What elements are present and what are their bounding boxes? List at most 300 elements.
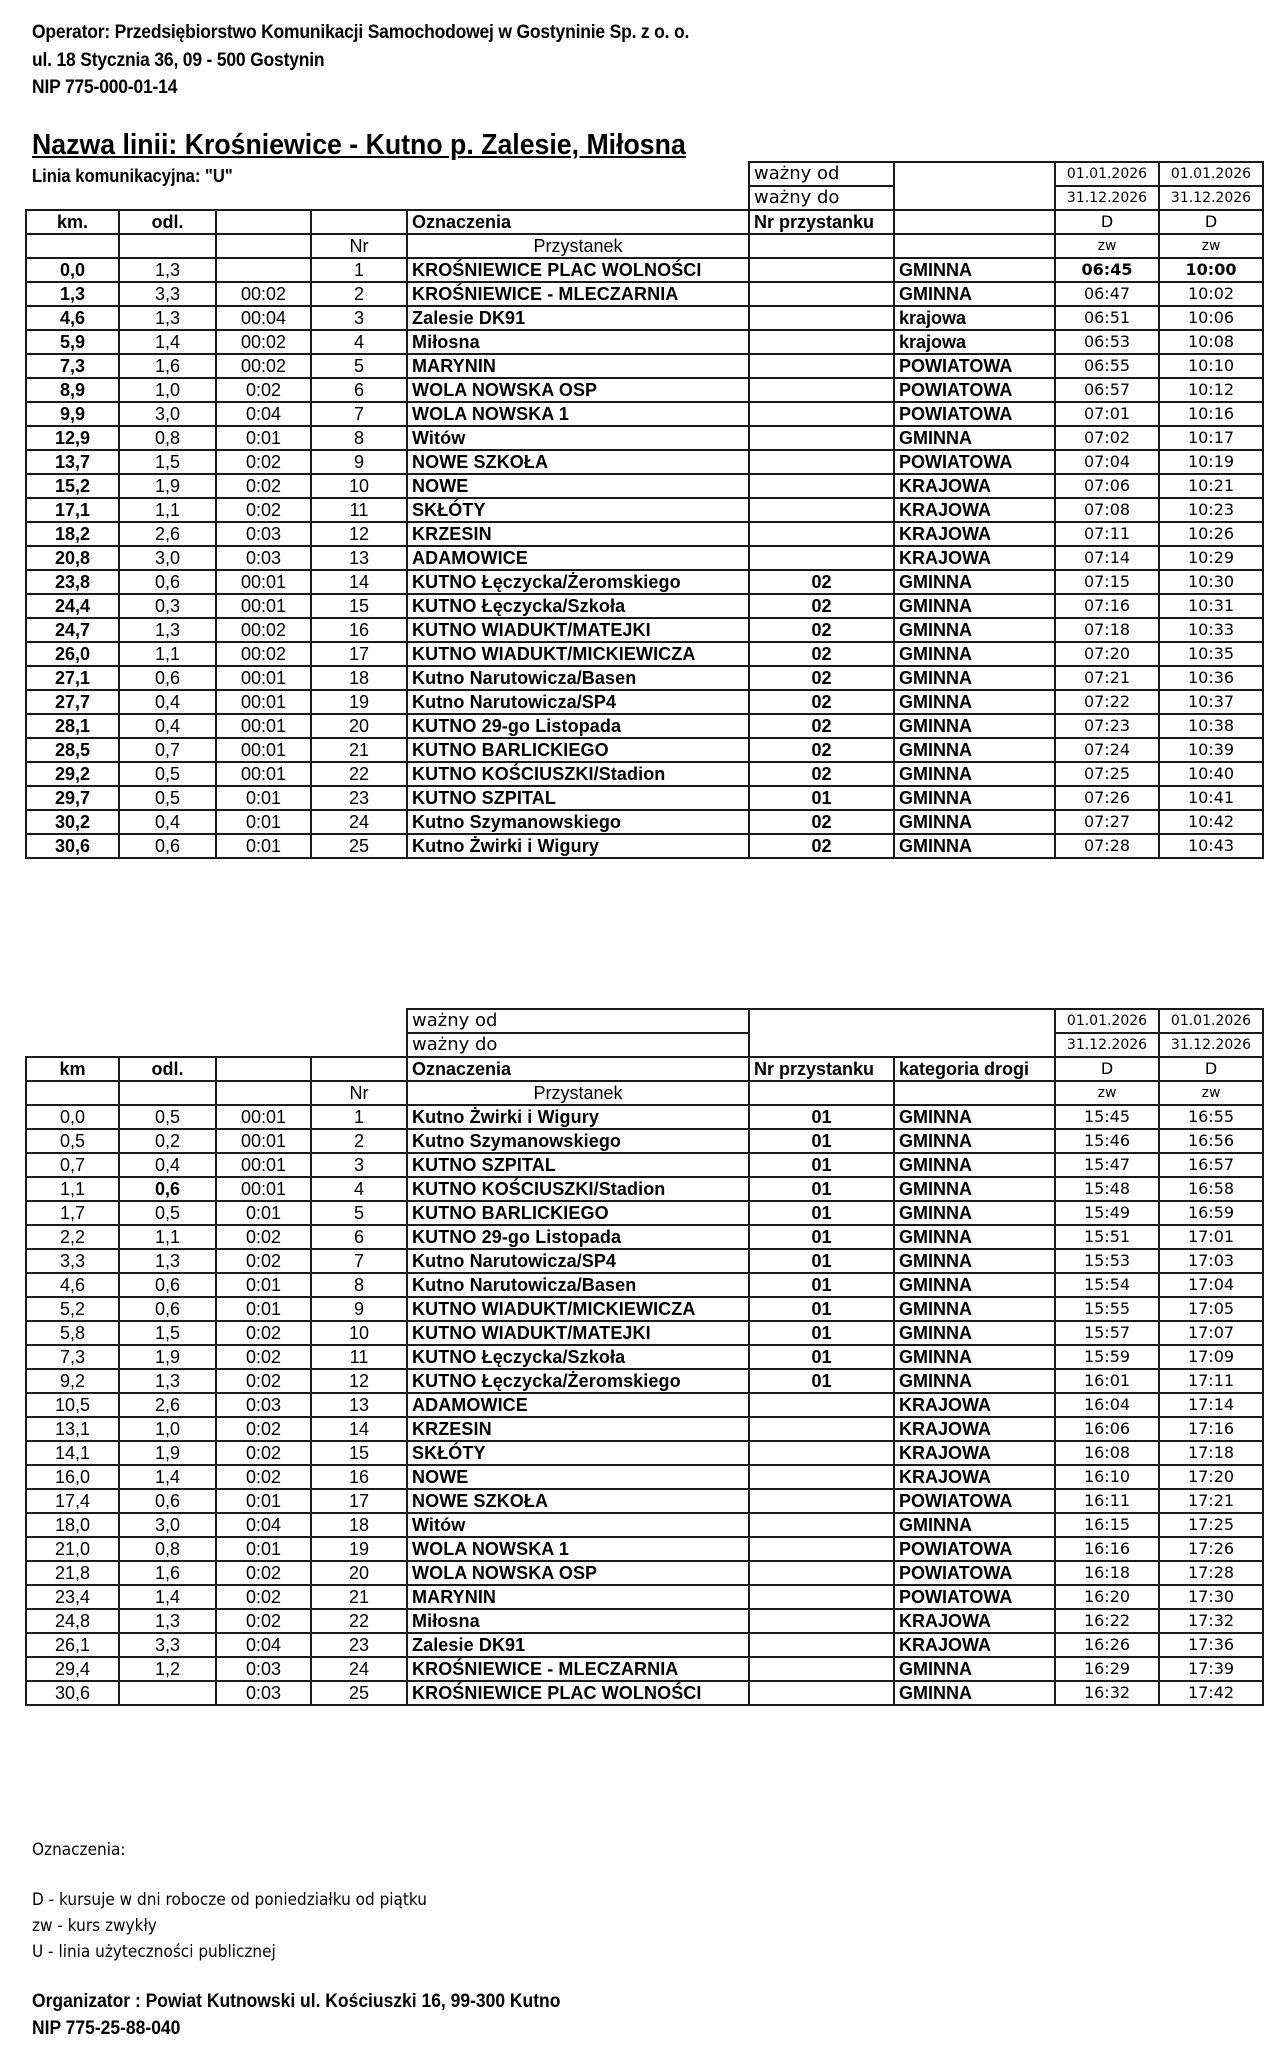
stop-name-cell: KROŚNIEWICE PLAC WOLNOŚCI — [407, 258, 749, 282]
km-cell: 0,0 — [26, 258, 119, 282]
km-cell: 4,6 — [26, 1273, 119, 1297]
col-header-przystanek-2: Przystanek — [407, 1081, 749, 1105]
timetable-outbound-rows — [26, 258, 1263, 858]
km-cell: 1,3 — [26, 282, 119, 306]
stop-platform-cell: 02 — [749, 762, 894, 786]
stop-number-cell: 1 — [311, 1105, 407, 1129]
table-row — [26, 1417, 1263, 1441]
col-header-nr-2: Nr — [311, 1081, 407, 1105]
departure-time-cell: 10:35 — [1159, 642, 1263, 666]
departure-time-cell: 10:10 — [1159, 354, 1263, 378]
departure-time-cell: 15:55 — [1055, 1297, 1159, 1321]
distance-cell: 0,3 — [119, 594, 216, 618]
table-row — [26, 690, 1263, 714]
km-cell: 2,2 — [26, 1225, 119, 1249]
distance-cell: 1,1 — [119, 1225, 216, 1249]
km-cell: 1,1 — [26, 1177, 119, 1201]
table-row — [26, 1681, 1263, 1705]
road-category-cell: POWIATOWA — [894, 1489, 1055, 1513]
stop-number-cell: 22 — [311, 762, 407, 786]
travel-time-cell: 0:01 — [216, 1489, 311, 1513]
table-row — [26, 594, 1263, 618]
stop-number-cell: 21 — [311, 738, 407, 762]
travel-time-cell: 0:02 — [216, 498, 311, 522]
operator-address: ul. 18 Stycznia 36, 09 - 500 Gostynin — [32, 50, 325, 71]
stop-name-cell: KUTNO Łęczycka/Szkoła — [407, 594, 749, 618]
table-row — [26, 1249, 1263, 1273]
road-category-cell: GMINNA — [894, 1345, 1055, 1369]
stop-platform-cell: 01 — [749, 1345, 894, 1369]
km-cell: 24,8 — [26, 1609, 119, 1633]
stop-platform-cell — [749, 522, 894, 546]
stop-name-cell: KUTNO BARLICKIEGO — [407, 738, 749, 762]
distance-cell: 0,5 — [119, 762, 216, 786]
stop-name-cell: Kutno Żwirki i Wigury — [407, 834, 749, 858]
road-category-cell: GMINNA — [894, 1153, 1055, 1177]
col-header-oznaczenia: Oznaczenia — [407, 210, 749, 234]
stop-number-cell: 5 — [311, 1201, 407, 1225]
stop-number-cell: 23 — [311, 1633, 407, 1657]
stop-platform-cell — [749, 330, 894, 354]
km-cell: 0,7 — [26, 1153, 119, 1177]
departure-time-cell: 07:08 — [1055, 498, 1159, 522]
departure-time-cell: 07:14 — [1055, 546, 1159, 570]
stop-number-cell: 12 — [311, 1369, 407, 1393]
travel-time-cell: 00:04 — [216, 306, 311, 330]
stop-platform-cell — [749, 1657, 894, 1681]
distance-cell: 1,1 — [119, 642, 216, 666]
col-header-odl-2: odl. — [119, 1057, 216, 1081]
departure-time-cell: 10:41 — [1159, 786, 1263, 810]
km-cell: 28,1 — [26, 714, 119, 738]
distance-cell: 2,6 — [119, 522, 216, 546]
table-row — [26, 498, 1263, 522]
departure-time-cell: 07:20 — [1055, 642, 1159, 666]
stop-platform-cell: 02 — [749, 810, 894, 834]
departure-time-cell: 16:11 — [1055, 1489, 1159, 1513]
road-category-cell: GMINNA — [894, 1297, 1055, 1321]
stop-number-cell: 22 — [311, 1609, 407, 1633]
stop-platform-cell: 01 — [749, 1201, 894, 1225]
departure-time-cell: 07:18 — [1055, 618, 1159, 642]
table-row — [26, 1657, 1263, 1681]
travel-time-cell: 0:01 — [216, 786, 311, 810]
stop-number-cell: 3 — [311, 306, 407, 330]
km-cell: 23,4 — [26, 1585, 119, 1609]
departure-time-cell: 16:59 — [1159, 1201, 1263, 1225]
table-row — [26, 570, 1263, 594]
travel-time-cell: 00:01 — [216, 594, 311, 618]
km-cell: 20,8 — [26, 546, 119, 570]
departure-time-cell: 07:15 — [1055, 570, 1159, 594]
stop-name-cell: Kutno Narutowicza/Basen — [407, 1273, 749, 1297]
stop-name-cell: NOWE SZKOŁA — [407, 450, 749, 474]
stop-platform-cell: 01 — [749, 1153, 894, 1177]
table-row — [26, 1129, 1263, 1153]
travel-time-cell: 0:02 — [216, 1561, 311, 1585]
stop-platform-cell: 02 — [749, 570, 894, 594]
road-category-cell: GMINNA — [894, 1681, 1055, 1705]
travel-time-cell: 00:02 — [216, 354, 311, 378]
travel-time-cell: 00:02 — [216, 330, 311, 354]
stop-name-cell: ADAMOWICE — [407, 546, 749, 570]
valid-from-date-2-2: 01.01.2026 — [1159, 1009, 1263, 1033]
line-type: Linia komunikacyjna: "U" — [32, 166, 233, 186]
travel-time-cell: 00:01 — [216, 1177, 311, 1201]
road-category-cell: GMINNA — [894, 714, 1055, 738]
stop-number-cell: 14 — [311, 1417, 407, 1441]
stop-number-cell: 23 — [311, 786, 407, 810]
stop-name-cell: Kutno Narutowicza/Basen — [407, 666, 749, 690]
stop-name-cell: KRZESIN — [407, 522, 749, 546]
stop-name-cell: MARYNIN — [407, 354, 749, 378]
departure-time-cell: 15:49 — [1055, 1201, 1159, 1225]
stop-platform-cell — [749, 258, 894, 282]
table-row — [26, 714, 1263, 738]
travel-time-cell: 0:02 — [216, 378, 311, 402]
road-category-cell: GMINNA — [894, 738, 1055, 762]
stop-number-cell: 10 — [311, 1321, 407, 1345]
road-category-cell: KRAJOWA — [894, 1633, 1055, 1657]
km-cell: 29,4 — [26, 1657, 119, 1681]
stop-platform-cell: 01 — [749, 786, 894, 810]
table-row — [26, 1225, 1263, 1249]
departure-time-cell: 10:12 — [1159, 378, 1263, 402]
departure-time-cell: 07:04 — [1055, 450, 1159, 474]
road-category-cell: GMINNA — [894, 1129, 1055, 1153]
stop-platform-cell: 02 — [749, 594, 894, 618]
stop-name-cell: Miłosna — [407, 1609, 749, 1633]
stop-number-cell: 17 — [311, 642, 407, 666]
departure-time-cell: 17:39 — [1159, 1657, 1263, 1681]
distance-cell: 1,5 — [119, 1321, 216, 1345]
travel-time-cell: 00:01 — [216, 666, 311, 690]
departure-time-cell: 10:00 — [1159, 258, 1263, 282]
road-category-cell: GMINNA — [894, 570, 1055, 594]
travel-time-cell: 0:04 — [216, 1633, 311, 1657]
departure-time-cell: 10:40 — [1159, 762, 1263, 786]
km-cell: 18,0 — [26, 1513, 119, 1537]
km-cell: 30,6 — [26, 834, 119, 858]
col-header-day-1: D — [1055, 210, 1159, 234]
departure-time-cell: 17:30 — [1159, 1585, 1263, 1609]
departure-time-cell: 16:08 — [1055, 1441, 1159, 1465]
stop-platform-cell — [749, 1585, 894, 1609]
travel-time-cell: 00:01 — [216, 762, 311, 786]
km-cell: 3,3 — [26, 1249, 119, 1273]
travel-time-cell: 00:01 — [216, 714, 311, 738]
table-row — [26, 618, 1263, 642]
table-row — [26, 258, 1263, 282]
departure-time-cell: 16:55 — [1159, 1105, 1263, 1129]
travel-time-cell: 00:01 — [216, 1129, 311, 1153]
departure-time-cell: 17:21 — [1159, 1489, 1263, 1513]
col-header-km-2: km — [26, 1057, 119, 1081]
timetable-return — [25, 1008, 1264, 1706]
departure-time-cell: 06:45 — [1055, 258, 1159, 282]
departure-time-cell: 10:37 — [1159, 690, 1263, 714]
distance-cell: 0,4 — [119, 714, 216, 738]
travel-time-cell: 0:01 — [216, 834, 311, 858]
stop-name-cell: SKŁÓTY — [407, 1441, 749, 1465]
distance-cell: 0,6 — [119, 1273, 216, 1297]
road-category-cell: GMINNA — [894, 834, 1055, 858]
travel-time-cell: 0:02 — [216, 474, 311, 498]
departure-time-cell: 07:26 — [1055, 786, 1159, 810]
stop-name-cell: Kutno Narutowicza/SP4 — [407, 690, 749, 714]
stop-name-cell: Zalesie DK91 — [407, 1633, 749, 1657]
departure-time-cell: 16:58 — [1159, 1177, 1263, 1201]
km-cell: 29,2 — [26, 762, 119, 786]
stop-number-cell: 10 — [311, 474, 407, 498]
col-header-nr-przystanku-2: Nr przystanku — [749, 1057, 894, 1081]
departure-time-cell: 16:26 — [1055, 1633, 1159, 1657]
travel-time-cell: 00:02 — [216, 642, 311, 666]
valid-from-date-2-1: 01.01.2026 — [1055, 1009, 1159, 1033]
stop-platform-cell: 01 — [749, 1129, 894, 1153]
stop-platform-cell: 01 — [749, 1177, 894, 1201]
distance-cell: 1,6 — [119, 354, 216, 378]
travel-time-cell: 00:01 — [216, 738, 311, 762]
road-category-cell: KRAJOWA — [894, 498, 1055, 522]
stop-name-cell: KUTNO KOŚCIUSZKI/Stadion — [407, 1177, 749, 1201]
km-cell: 5,8 — [26, 1321, 119, 1345]
departure-time-cell: 10:02 — [1159, 282, 1263, 306]
departure-time-cell: 07:22 — [1055, 690, 1159, 714]
departure-time-cell: 16:56 — [1159, 1129, 1263, 1153]
stop-name-cell: KUTNO Łęczycka/Żeromskiego — [407, 570, 749, 594]
stop-name-cell: Zalesie DK91 — [407, 306, 749, 330]
stop-number-cell: 2 — [311, 282, 407, 306]
table-row — [26, 642, 1263, 666]
stop-number-cell: 13 — [311, 546, 407, 570]
road-category-cell: POWIATOWA — [894, 402, 1055, 426]
distance-cell: 0,5 — [119, 1201, 216, 1225]
stop-platform-cell — [749, 450, 894, 474]
km-cell: 30,2 — [26, 810, 119, 834]
travel-time-cell: 0:02 — [216, 1465, 311, 1489]
stop-name-cell: KROŚNIEWICE PLAC WOLNOŚCI — [407, 1681, 749, 1705]
stop-number-cell: 24 — [311, 810, 407, 834]
road-category-cell: KRAJOWA — [894, 546, 1055, 570]
stop-number-cell: 4 — [311, 1177, 407, 1201]
table-row — [26, 546, 1263, 570]
km-cell: 0,0 — [26, 1105, 119, 1129]
distance-cell: 0,5 — [119, 1105, 216, 1129]
departure-time-cell: 10:26 — [1159, 522, 1263, 546]
stop-number-cell: 24 — [311, 1657, 407, 1681]
road-category-cell: GMINNA — [894, 1513, 1055, 1537]
distance-cell: 0,7 — [119, 738, 216, 762]
stop-name-cell: WOLA NOWSKA 1 — [407, 1537, 749, 1561]
departure-time-cell: 17:20 — [1159, 1465, 1263, 1489]
departure-time-cell: 15:53 — [1055, 1249, 1159, 1273]
travel-time-cell: 0:02 — [216, 1225, 311, 1249]
col-header-kind-2: zw — [1159, 234, 1263, 258]
stop-platform-cell — [749, 1633, 894, 1657]
departure-time-cell: 17:07 — [1159, 1321, 1263, 1345]
stop-platform-cell: 01 — [749, 1321, 894, 1345]
table-row — [26, 1561, 1263, 1585]
departure-time-cell: 07:06 — [1055, 474, 1159, 498]
road-category-cell: KRAJOWA — [894, 474, 1055, 498]
km-cell: 0,5 — [26, 1129, 119, 1153]
km-cell: 21,0 — [26, 1537, 119, 1561]
road-category-cell: GMINNA — [894, 762, 1055, 786]
road-category-cell: POWIATOWA — [894, 378, 1055, 402]
road-category-cell: GMINNA — [894, 786, 1055, 810]
stop-platform-cell: 02 — [749, 618, 894, 642]
stop-platform-cell — [749, 378, 894, 402]
col-header-kind-1: zw — [1055, 234, 1159, 258]
table-row — [26, 1513, 1263, 1537]
departure-time-cell: 17:16 — [1159, 1417, 1263, 1441]
stop-number-cell: 15 — [311, 594, 407, 618]
travel-time-cell: 00:01 — [216, 690, 311, 714]
stop-name-cell: Miłosna — [407, 330, 749, 354]
stop-number-cell: 12 — [311, 522, 407, 546]
km-cell: 7,3 — [26, 1345, 119, 1369]
departure-time-cell: 17:28 — [1159, 1561, 1263, 1585]
km-cell: 24,4 — [26, 594, 119, 618]
departure-time-cell: 16:10 — [1055, 1465, 1159, 1489]
stop-platform-cell — [749, 498, 894, 522]
departure-time-cell: 10:17 — [1159, 426, 1263, 450]
departure-time-cell: 10:31 — [1159, 594, 1263, 618]
distance-cell: 3,0 — [119, 546, 216, 570]
road-category-cell: GMINNA — [894, 258, 1055, 282]
travel-time-cell: 0:03 — [216, 1393, 311, 1417]
table-row — [26, 834, 1263, 858]
table-row — [26, 282, 1263, 306]
table-row — [26, 378, 1263, 402]
stop-name-cell: KUTNO WIADUKT/MICKIEWICZA — [407, 1297, 749, 1321]
stop-number-cell: 18 — [311, 666, 407, 690]
col-header-oznaczenia-2: Oznaczenia — [407, 1057, 749, 1081]
stop-name-cell: KUTNO BARLICKIEGO — [407, 1201, 749, 1225]
col-header-nr-przystanku: Nr przystanku — [749, 210, 894, 234]
departure-time-cell: 10:21 — [1159, 474, 1263, 498]
organizer-nip: NIP 775-25-88-040 — [32, 2018, 181, 2039]
road-category-cell: POWIATOWA — [894, 354, 1055, 378]
departure-time-cell: 17:04 — [1159, 1273, 1263, 1297]
stop-number-cell: 13 — [311, 1393, 407, 1417]
table-row — [26, 666, 1263, 690]
km-cell: 1,7 — [26, 1201, 119, 1225]
stop-platform-cell — [749, 1537, 894, 1561]
stop-name-cell: KUTNO Łęczycka/Szkoła — [407, 1345, 749, 1369]
road-category-cell: GMINNA — [894, 1273, 1055, 1297]
travel-time-cell: 0:02 — [216, 1249, 311, 1273]
distance-cell: 3,3 — [119, 1633, 216, 1657]
stop-number-cell: 1 — [311, 258, 407, 282]
km-cell: 18,2 — [26, 522, 119, 546]
stop-name-cell: KUTNO WIADUKT/MATEJKI — [407, 1321, 749, 1345]
stop-platform-cell: 01 — [749, 1297, 894, 1321]
road-category-cell: KRAJOWA — [894, 1393, 1055, 1417]
col-header-km: km. — [26, 210, 119, 234]
col-header-day-2: D — [1159, 210, 1263, 234]
table-row — [26, 522, 1263, 546]
table-row — [26, 1441, 1263, 1465]
departure-time-cell: 16:15 — [1055, 1513, 1159, 1537]
travel-time-cell: 0:02 — [216, 1345, 311, 1369]
distance-cell: 1,4 — [119, 1585, 216, 1609]
road-category-cell: KRAJOWA — [894, 1465, 1055, 1489]
departure-time-cell: 17:18 — [1159, 1441, 1263, 1465]
stop-name-cell: Kutno Szymanowskiego — [407, 1129, 749, 1153]
road-category-cell: KRAJOWA — [894, 1417, 1055, 1441]
stop-platform-cell: 02 — [749, 642, 894, 666]
stop-name-cell: WOLA NOWSKA OSP — [407, 1561, 749, 1585]
stop-platform-cell — [749, 1465, 894, 1489]
stop-number-cell: 5 — [311, 354, 407, 378]
stop-platform-cell — [749, 1489, 894, 1513]
stop-number-cell: 19 — [311, 1537, 407, 1561]
valid-to-label-2: ważny do — [407, 1033, 749, 1057]
stop-platform-cell — [749, 1609, 894, 1633]
distance-cell: 1,4 — [119, 330, 216, 354]
km-cell: 5,9 — [26, 330, 119, 354]
table-row — [26, 738, 1263, 762]
departure-time-cell: 07:28 — [1055, 834, 1159, 858]
table-row — [26, 1297, 1263, 1321]
departure-time-cell: 17:25 — [1159, 1513, 1263, 1537]
stop-number-cell: 16 — [311, 1465, 407, 1489]
stop-number-cell: 8 — [311, 1273, 407, 1297]
departure-time-cell: 07:16 — [1055, 594, 1159, 618]
stop-number-cell: 8 — [311, 426, 407, 450]
km-cell: 10,5 — [26, 1393, 119, 1417]
stop-number-cell: 19 — [311, 690, 407, 714]
travel-time-cell: 00:02 — [216, 618, 311, 642]
departure-time-cell: 16:29 — [1055, 1657, 1159, 1681]
stop-number-cell: 2 — [311, 1129, 407, 1153]
road-category-cell: GMINNA — [894, 282, 1055, 306]
stop-platform-cell: 01 — [749, 1369, 894, 1393]
road-category-cell: GMINNA — [894, 1225, 1055, 1249]
col-header-kategoria-drogi: kategoria drogi — [894, 1057, 1055, 1081]
km-cell: 4,6 — [26, 306, 119, 330]
km-cell: 26,0 — [26, 642, 119, 666]
distance-cell: 1,9 — [119, 1441, 216, 1465]
stop-platform-cell — [749, 354, 894, 378]
departure-time-cell: 07:02 — [1055, 426, 1159, 450]
stop-name-cell: KROŚNIEWICE - MLECZARNIA — [407, 282, 749, 306]
table-row — [26, 1393, 1263, 1417]
road-category-cell: krajowa — [894, 330, 1055, 354]
table-row — [26, 474, 1263, 498]
departure-time-cell: 06:47 — [1055, 282, 1159, 306]
valid-to-label: ważny do — [749, 186, 894, 210]
departure-time-cell: 15:46 — [1055, 1129, 1159, 1153]
distance-cell: 0,6 — [119, 1489, 216, 1513]
departure-time-cell: 10:19 — [1159, 450, 1263, 474]
col-header-kind-2-2: zw — [1159, 1081, 1263, 1105]
stop-name-cell: ADAMOWICE — [407, 1393, 749, 1417]
distance-cell: 0,6 — [119, 570, 216, 594]
travel-time-cell: 0:01 — [216, 1537, 311, 1561]
stop-platform-cell — [749, 1441, 894, 1465]
km-cell: 13,1 — [26, 1417, 119, 1441]
col-header-nr: Nr — [311, 234, 407, 258]
distance-cell: 2,6 — [119, 1393, 216, 1417]
distance-cell: 0,8 — [119, 1537, 216, 1561]
travel-time-cell: 00:01 — [216, 570, 311, 594]
departure-time-cell: 10:16 — [1159, 402, 1263, 426]
departure-time-cell: 16:06 — [1055, 1417, 1159, 1441]
stop-name-cell: KUTNO WIADUKT/MICKIEWICZA — [407, 642, 749, 666]
